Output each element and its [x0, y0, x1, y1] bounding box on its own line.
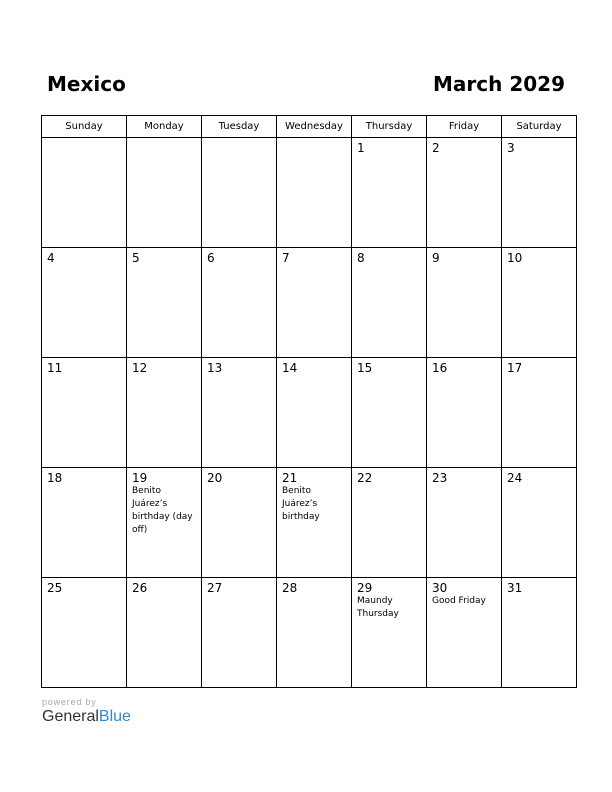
day-number: 3 [507, 141, 515, 155]
day-number: 24 [507, 471, 523, 485]
day-cell [127, 248, 202, 358]
weekday-friday: Friday [427, 116, 502, 138]
week-row [42, 468, 577, 578]
day-cell [127, 358, 202, 468]
day-number: 2 [432, 141, 440, 155]
day-cell [427, 468, 502, 578]
day-cell [427, 138, 502, 248]
day-number: 23 [432, 471, 448, 485]
weekday-saturday: Saturday [502, 116, 577, 138]
day-number: 25 [47, 581, 63, 595]
day-cell [202, 138, 277, 248]
day-number: 22 [357, 471, 373, 485]
day-cell [202, 468, 277, 578]
day-number: 18 [47, 471, 63, 485]
day-number: 14 [282, 361, 298, 375]
holiday-label: Maundy Thursday [357, 596, 399, 619]
day-cell [277, 248, 352, 358]
week-row [42, 578, 577, 688]
day-number: 27 [207, 581, 223, 595]
day-number: 7 [282, 251, 290, 265]
weekday-tuesday: Tuesday [202, 116, 277, 138]
day-cell [502, 578, 577, 688]
day-number: 8 [357, 251, 365, 265]
month-title: March 2029 [433, 72, 565, 96]
powered-by-label: powered by [42, 697, 97, 707]
day-cell [42, 248, 127, 358]
country-title: Mexico [47, 72, 126, 96]
day-number: 12 [132, 361, 148, 375]
calendar-header [47, 71, 565, 97]
day-number: 11 [47, 361, 63, 375]
logo-blue-text: Blue [98, 708, 131, 725]
day-number: 20 [207, 471, 223, 485]
day-number: 26 [132, 581, 148, 595]
day-cell [502, 248, 577, 358]
day-cell [202, 248, 277, 358]
day-number: 4 [47, 251, 55, 265]
day-number: 19 [132, 471, 148, 485]
day-cell [42, 358, 127, 468]
day-number: 31 [507, 581, 523, 595]
weekday-thursday: Thursday [352, 116, 427, 138]
day-cell [502, 138, 577, 248]
day-cell [502, 358, 577, 468]
day-cell [352, 358, 427, 468]
day-cell [277, 468, 352, 578]
day-number: 9 [432, 251, 440, 265]
week-row [42, 138, 577, 248]
holiday-label: Benito Juárez’s birthday (day off) [132, 486, 193, 535]
weekday-monday: Monday [127, 116, 202, 138]
day-cell [427, 578, 502, 688]
day-number [277, 138, 351, 141]
day-cell [277, 358, 352, 468]
weekday-header-row [42, 116, 577, 138]
calendar-grid [41, 115, 577, 688]
day-cell [352, 578, 427, 688]
week-row [42, 358, 577, 468]
day-number: 6 [207, 251, 215, 265]
weekday-sunday: Sunday [42, 116, 127, 138]
day-number: 5 [132, 251, 140, 265]
day-cell [127, 138, 202, 248]
day-number [42, 138, 126, 141]
day-cell [427, 358, 502, 468]
day-cell [202, 578, 277, 688]
day-number [202, 138, 276, 141]
day-number: 30 [432, 581, 448, 595]
day-cell [352, 138, 427, 248]
day-cell [127, 578, 202, 688]
day-cell [427, 248, 502, 358]
day-cell [202, 358, 277, 468]
weekday-wednesday: Wednesday [277, 116, 352, 138]
day-cell [352, 468, 427, 578]
day-cell [502, 468, 577, 578]
day-number: 21 [282, 471, 298, 485]
day-cell [127, 468, 202, 578]
day-number: 28 [282, 581, 298, 595]
holiday-label: Good Friday [432, 596, 486, 606]
day-cell [42, 578, 127, 688]
logo-general-text: General [42, 708, 99, 725]
day-number: 17 [507, 361, 523, 375]
day-number: 1 [357, 141, 365, 155]
generalblue-logo[interactable] [42, 708, 131, 726]
day-number: 13 [207, 361, 223, 375]
day-number: 15 [357, 361, 373, 375]
holiday-label: Benito Juárez’s birthday [282, 486, 320, 522]
day-number [127, 138, 201, 141]
day-cell [277, 138, 352, 248]
day-number: 16 [432, 361, 448, 375]
day-number: 29 [357, 581, 373, 595]
day-cell [277, 578, 352, 688]
day-number: 10 [507, 251, 523, 265]
day-cell [352, 248, 427, 358]
day-cell [42, 138, 127, 248]
footer-branding [42, 697, 131, 726]
week-row [42, 248, 577, 358]
day-cell [42, 468, 127, 578]
